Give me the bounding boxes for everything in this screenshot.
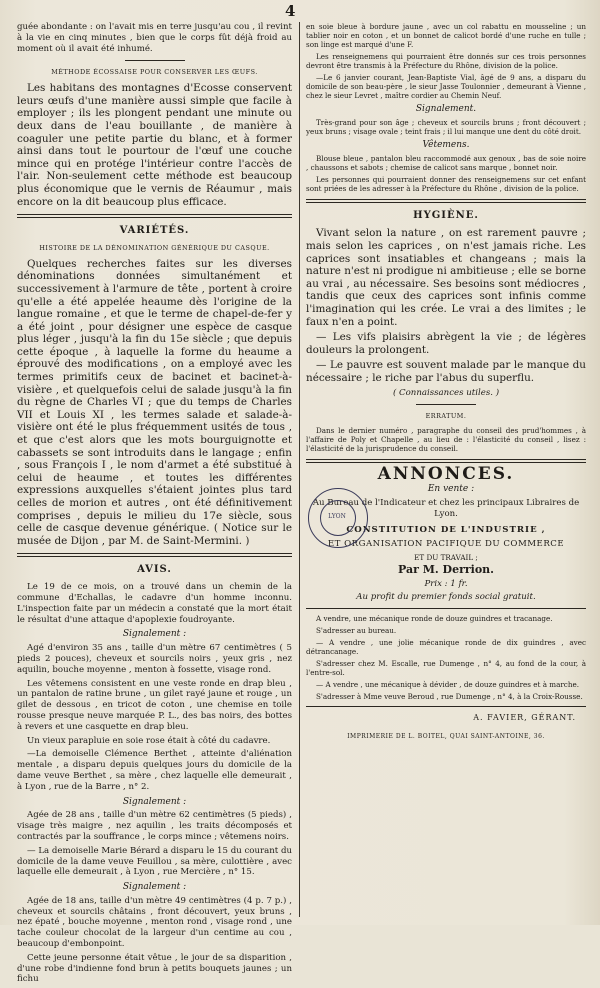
ad-contact: S'adresser à Mme veuve Beroud , rue Dumenge , n° 4, à la Croix-Rousse. (316, 692, 583, 702)
ad-paragraph: A vendre, une mécanique ronde de douze guindres et tracanage. (316, 614, 553, 624)
divider (125, 60, 185, 61)
signalement-paragraph: Agée de 18 ans, taille d'un mètre 49 centimètres (4 p. 7 p.) , cheveux et sourcils châtains , front découvert, yeux bruns , nez épaté , bouche moyenne , menton rond , visage rond , une tache couleur chocolat de la largeur d'un centime au cou , beaucoup d'embonpoint. (17, 895, 292, 950)
ad-contact: S'adresser au bureau. (316, 626, 397, 636)
annonces-title: ANNONCES. (377, 464, 515, 485)
constitution-line: CONSTITUTION DE L'INDUSTRIE , (346, 525, 546, 536)
signalement-heading: Signalement. (415, 104, 477, 114)
hygiene-paragraph: Vivant selon la nature , on est rarement pauvre ; mais selon les caprices , on n'est jamais riche. Les caprices sont insatiables et changeans ; mais la nature n'est ni prodigue ni ambitieuse ; elle se borne au vrai , au nécessaire. Ses besoins sont médiocres , tandis que ceux des caprices sont infinis comme l'imagination qui les crée. Le vrai a des limites ; le faux n'en a point. (306, 227, 586, 328)
contact-paragraph: Les personnes qui pourraient donner des renseignemens sur cet enfant sont priées de les adresser à la Préfecture du Rhône , division de la police. (306, 174, 586, 193)
section-divider (17, 214, 292, 218)
signalement-heading: Signalement : (122, 882, 187, 893)
vetemens-paragraph: Blouse bleue , pantalon bleu raccommodé aux genoux , bas de soie noire , chaussons et sabots ; chemise de calicot sans marque , bonnet noir. (306, 153, 586, 172)
profit-line: Au profit du premier fonds social gratuit. (356, 592, 536, 603)
divider (306, 706, 586, 707)
author-line: Par M. Derrion. (397, 562, 495, 576)
hygiene-paragraph-3: — Le pauvre est souvent malade par le manque du nécessaire ; le riche par l'abus du superflu. (306, 359, 586, 384)
ad-contact: S'adresser chez M. Escalle, rue Dumenge , n° 4, au fond de la cour, à l'entre-sol. (306, 659, 586, 678)
method-title: MÉTHODE ÉCOSSAISE POUR CONSERVER LES ŒUFS. (51, 68, 258, 77)
ad-paragraph: — A vendre , une jolie mécanique ronde de dix guindres , avec détrancanage. (306, 638, 586, 657)
continued-paragraph: en soie bleue à bordure jaune , avec un col rabattu en mousseline ; un tablier noir en coton , et un bonnet de calicot bordé d'une ruche en tulle ; son linge est marqué d'une F. (306, 22, 586, 49)
casque-paragraph: Quelques recherches faites sur les diverses dénominations données simultanément et successivement à l'armure de tête , portent à croire qu'elle a été appelée heaume dès l'origine de la langue romaine , et que le terme de chapel-de-fer y a été joint , pour désigner une espèce de casque plus léger , jusqu'à la fin du 15e siècle ; que depuis cette époque , à laquelle la forme du heaume a éprouvé des modifications , on a employé avec les termes primitifs ceux de bacinet et bacinet-à-visière , et quelquefois celui de salade jusqu'à la fin du règne de Charles VI ; que du temps de Charles VII et Louis XI , les termes salade et salade-à-visière ont été le plus fréquemment usités de tous , et que c'est alors que les mots bourguignotte et cabassets se sont introduits dans le langage ; enfin , sous François I , le nom d'armet a été substitué à celui de heaume , et toutes les différentes expressions auxquelles s'étaient jointes plus tard celles de morion et autres , ont été définitivement comprises , depuis le milieu du 17e siècle, sous celle de casque devenue générique. ( Notice sur le musée de Dijon , par M. de Saint-Mermini. ) (17, 257, 292, 547)
stamp-text: LYON (328, 513, 346, 520)
erratum-title: ERRATUM. (425, 412, 467, 421)
signalement-heading: Signalement : (122, 796, 187, 807)
divider (306, 608, 586, 609)
umbrella-paragraph: Un vieux parapluie en soie rose était à côté du cadavre. (27, 735, 271, 746)
hygiene-paragraph-2: — Les vifs plaisirs abrègent la vie ; de légères douleurs la prolongent. (306, 331, 586, 356)
signalement-heading: Signalement : (122, 629, 187, 640)
column-divider (299, 22, 300, 917)
clothing-paragraph: Les vêtemens consistent en une veste ronde en drap bleu , un pantalon de ratine brune , un gilet rayé jaune et rouge , un gilet de dessous , en tricot de coton , une chemise en toile rousse presque neuve marquée P. L., des bas noirs, des bottes à revers et une casquette en drap bleu. (17, 678, 292, 732)
printer-line: IMPRIMERIE DE L. BOITEL, QUAI SAINT-ANTOINE, 36. (347, 733, 545, 741)
travail-line: ET DU TRAVAIL ; (414, 552, 478, 562)
right-column (306, 22, 586, 746)
section-divider (306, 459, 586, 463)
vial-paragraph: —Le 6 janvier courant, Jean-Baptiste Vial, âgé de 9 ans, a disparu du domicile de son beau-père , le sieur Jasse Toulonnier , demeurant à Vienne , chez le sieur Levret , maître cordier au Chemin Neuf. (306, 73, 586, 100)
avis-paragraph: Le 19 de ce mois, on a trouvé dans un chemin de la commune d'Echallas, le cadavre d'un homme inconnu. L'inspection faite par un médecin a constaté que la mort était le résultat d'une attaque d'apoplexie foudroyante. (17, 582, 292, 625)
intro-paragraph: guée abondante : on l'avait mis en terre jusqu'au cou , il revint à la vie en cinq minutes , bien que le corps fût déjà froid au moment où il avait été inhumé. (17, 22, 292, 54)
hygiene-source: ( Connaissances utiles. ) (392, 387, 500, 398)
erratum-paragraph: Dans le dernier numéro , paragraphe du conseil des prud'hommes , à l'affaire de Poly et Chapelle , au lieu de : l'élasticité du conseil , lisez : l'élasticité de la jurisprudence du conseil. (306, 426, 586, 454)
berard-paragraph: — La demoiselle Marie Bérard a disparu le 15 du courant du domicile de la dame veuve Feuillou , sa mère, culottière , avec laquelle elle demeurait , à Lyon , rue Mercière , n° 15. (17, 845, 292, 878)
avis-title: AVIS. (137, 564, 172, 576)
varietes-title: VARIÉTÉS. (119, 225, 190, 237)
method-paragraph: Les habitans des montagnes d'Ecosse conservent leurs œufs d'une manière aussi simple que facile à employer ; ils les plongent pendant une minute ou deux dans de l'eau bouillante , de manière à coaguler une petite partie du blanc, et à former ainsi dans tout le pourtour de l'œuf une couche mince qui en protége l'intérieur contre l'accès de l'air. Non-seulement cette méthode est beaucoup plus économique que le vernis de Réaumur , mais encore on la dit beaucoup plus efficace. (17, 82, 292, 208)
section-divider (306, 199, 586, 203)
left-column (17, 22, 292, 988)
en-vente-label: En vente : (427, 483, 475, 494)
gerant-signature: A. FAVIER, GÉRANT. (473, 713, 576, 723)
ad-paragraph: — A vendre , une mécanique à dévider , de douze guindres et à marche. (316, 680, 580, 690)
vente-paragraph: Au Bureau de l'Indicateur et chez les principaux Libraires de Lyon. (312, 497, 580, 519)
divider (416, 404, 476, 405)
vetemens-heading: Vêtemens. (422, 139, 470, 150)
signalement-paragraph: Très-grand pour son âge ; cheveux et sourcils bruns ; front découvert ; yeux bruns ; visage ovale ; teint frais ; il lui manque une dent du côté droit. (306, 117, 586, 136)
hygiene-title: HYGIÈNE. (413, 209, 479, 221)
berthet-paragraph: —La demoiselle Clémence Berthet , atteinte d'aliénation mentale , a disparu depuis quelques jours du domicile de la dame veuve Berthet , sa mère , chez laquelle elle demeurait , à Lyon , rue de la Barre , n° 2. (17, 749, 292, 792)
signalement-paragraph: Agée de 28 ans , taille d'un mètre 62 centimètres (5 pieds) , visage très maigre , nez aquilin , les traits décomposés et contractés par la souffrance , le corps mince ; vêtemens noirs. (17, 810, 292, 842)
casque-title: HISTOIRE DE LA DÉNOMINATION GÉNÉRIQUE DU CASQUE. (39, 243, 270, 252)
price-line: Prix : 1 fr. (424, 578, 468, 589)
signalement-paragraph: Agé d'environ 35 ans , taille d'un mètre 67 centimètres ( 5 pieds 2 pouces), cheveux et sourcils noirs , yeux gris , nez aquilin, bouche moyenne , menton à fossette, visage rond. (17, 643, 292, 675)
section-divider (17, 553, 292, 557)
page-number: 4 (285, 2, 296, 20)
clothing-paragraph: Cette jeune personne était vêtue , le jour de sa disparition , d'une robe d'indienne fond brun à petits bouquets jaunes ; un fichu (17, 952, 292, 985)
library-stamp (308, 488, 368, 548)
police-paragraph: Les renseignemens qui pourraient être donnés sur ces trois personnes devront être transmis à la Préfecture du Rhône, division de la police. (306, 52, 586, 70)
organisation-line: ET ORGANISATION PACIFIQUE DU COMMERCE (327, 539, 565, 550)
